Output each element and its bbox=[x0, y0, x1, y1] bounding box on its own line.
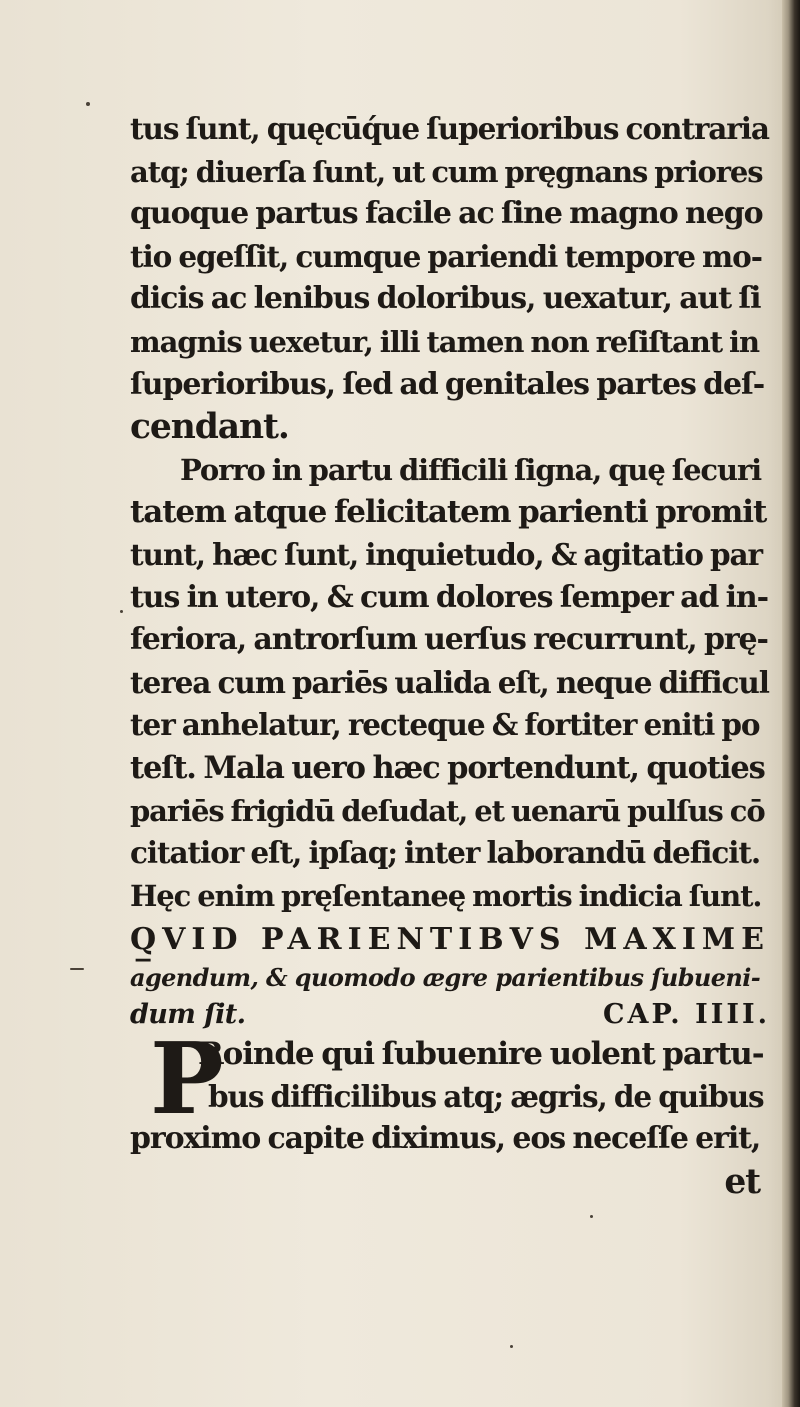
text-line: teſt. Mala uero hæc portendunt, quoties bbox=[130, 749, 765, 786]
drop-cap: P bbox=[150, 1022, 224, 1138]
ink-speck bbox=[120, 610, 123, 613]
text-line: tus ſunt, quęcūq́ue ſuperioribus contraria bbox=[130, 111, 769, 146]
ink-speck bbox=[590, 1215, 593, 1218]
text-line: atq; diuerſa ſunt, ut cum pręgnans priores bbox=[130, 154, 763, 189]
text-line: ſuperioribus, ſed ad genitales partes deſ- bbox=[130, 366, 765, 402]
paragraph-2 bbox=[130, 449, 770, 918]
text-line: Porro in partu difficili ſigna, quę ſecuri bbox=[180, 452, 762, 487]
text-line: quoque partus facile ac ſine magno nego bbox=[130, 196, 763, 232]
text-line: pariēs frigidū deſudat, et uenarū pulſus cō bbox=[130, 793, 765, 828]
chapter-number: CAP. IIII. bbox=[603, 999, 770, 1031]
ink-speck bbox=[86, 102, 90, 106]
text-line: proximo capite diximus, eos neceſſe erit, bbox=[130, 1121, 761, 1157]
chapter-heading-text: Q̲VID PARIENTIBVS MAXIME bbox=[130, 922, 770, 958]
text-line: feriora, antrorſum uerſus recurrunt, prę- bbox=[130, 622, 768, 658]
text-line: cendant. bbox=[130, 407, 289, 448]
ink-speck bbox=[510, 1345, 513, 1348]
ink-speck bbox=[70, 968, 84, 970]
chapter-subheading: agendum, & quomodo ægre parientibus ſubueni- bbox=[130, 963, 761, 993]
text-line: bus difficilibus atq; ægris, de quibus bbox=[208, 1078, 764, 1114]
text-line: tio egeſſit, cumque pariendi tempore mo- bbox=[130, 238, 762, 274]
text-line: tus in utero, & cum dolores ſemper ad in- bbox=[130, 579, 768, 615]
text-line: ter anhelatur, recteque & fortiter eniti po bbox=[130, 707, 760, 743]
paragraph-3 bbox=[130, 1022, 770, 1203]
paragraph-1 bbox=[130, 108, 770, 449]
text-line: dicis ac lenibus doloribus, uexatur, aut ſi bbox=[130, 281, 761, 317]
chapter-subheading-end: dum ſit. bbox=[130, 999, 246, 1031]
text-line: tunt, hæc ſunt, inquietudo, & agitatio par bbox=[130, 536, 762, 572]
chapter-subheading-row bbox=[130, 996, 770, 1033]
text-line: citatior eſt, ipſaq; inter laborandū deficit. bbox=[130, 835, 761, 871]
page-text bbox=[130, 108, 770, 1204]
text-line: tatem atque felicitatem parienti promit bbox=[130, 494, 767, 531]
text-line: terea cum pariēs ualida eſt, neque difficul bbox=[130, 664, 769, 700]
chapter-heading bbox=[130, 921, 770, 959]
book-gutter-shadow bbox=[782, 0, 800, 1407]
text-line: Hęc enim pręſentaneę mortis indicia ſunt. bbox=[130, 878, 762, 913]
text-line: magnis uexetur, illi tamen non reſiſtant in bbox=[130, 324, 759, 359]
catchword: et bbox=[724, 1162, 760, 1203]
text-line: Roinde qui ſubuenire uolent partu- bbox=[198, 1036, 764, 1073]
